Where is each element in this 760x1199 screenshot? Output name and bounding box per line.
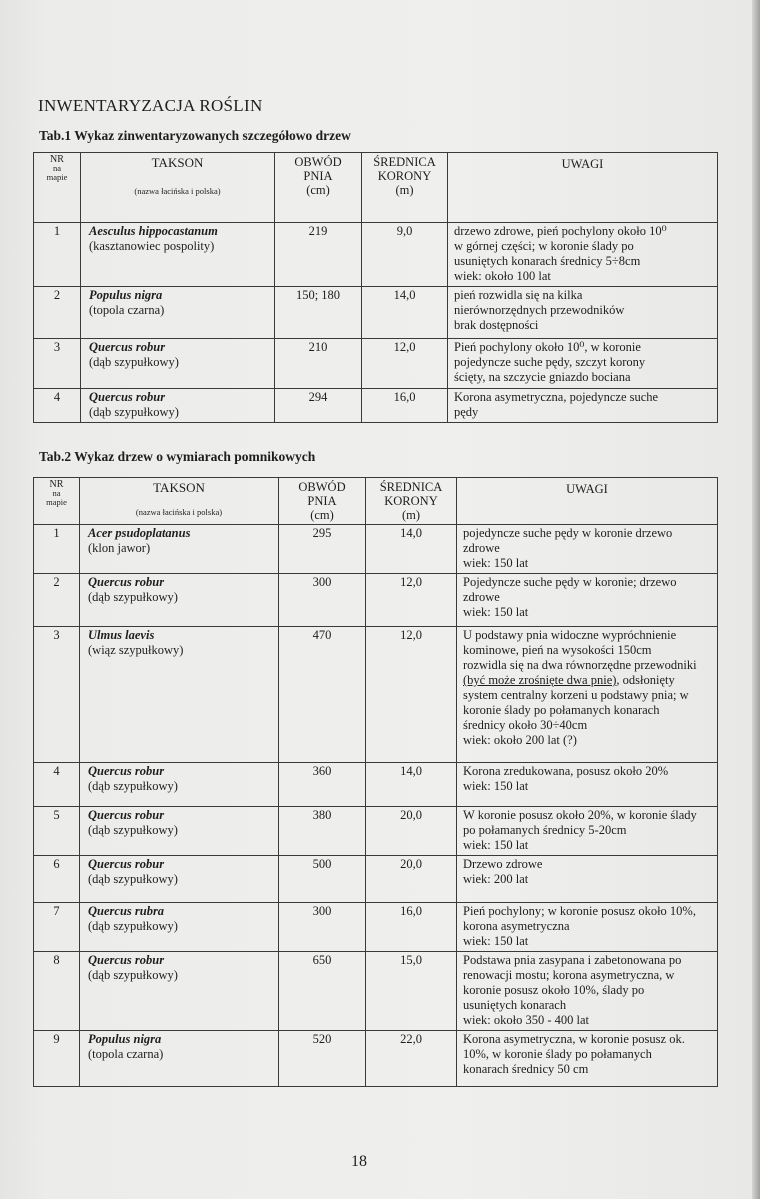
table-row — [34, 223, 718, 287]
trunk-circumference: 210 — [275, 339, 362, 389]
header-obwod: OBWÓD PNIA (cm) — [275, 153, 362, 223]
header-obwod: OBWÓD PNIA (cm) — [279, 478, 366, 525]
header-nr: NR na mapie — [34, 153, 81, 223]
remarks-line: 10%, w koronie ślady po połamanych — [463, 1047, 652, 1061]
remarks-line: po połamanych średnicy 5-20cm — [463, 823, 627, 837]
trunk-circumference: 470 — [279, 627, 366, 763]
remarks-line: wiek: 150 lat — [463, 934, 529, 948]
trunk-circumference: 650 — [279, 952, 366, 1031]
table-row — [34, 1031, 718, 1087]
trunk-circumference: 150; 180 — [275, 287, 362, 339]
table-row — [34, 903, 718, 952]
latin-name: Populus nigra — [88, 1032, 162, 1046]
remarks-line: zdrowe — [463, 541, 500, 555]
taxon-cell — [81, 339, 275, 389]
remarks-line: średnicy około 30÷40cm — [463, 718, 588, 732]
table1 — [33, 152, 718, 423]
remarks-line: rozwidla się na dwa równorzędne przewodniki — [463, 658, 697, 672]
polish-name: (dąb szypułkowy) — [89, 355, 179, 369]
crown-diameter: 20,0 — [366, 807, 457, 856]
remarks-line: wiek: 200 lat — [463, 872, 529, 886]
remarks-line: koronie ślady po połamanych konarach — [463, 703, 660, 717]
remarks-line: brak dostępności — [454, 318, 539, 332]
trunk-circumference: 300 — [279, 574, 366, 627]
tree-number: 1 — [34, 525, 80, 574]
remarks-line: koronie posusz około 10%, ślady po — [463, 983, 645, 997]
crown-diameter: 16,0 — [366, 903, 457, 952]
header-takson: TAKSON (nazwa łacińska i polska) — [80, 478, 279, 525]
table-row — [34, 339, 718, 389]
tree-number: 4 — [34, 389, 81, 423]
remarks-cell — [448, 287, 718, 339]
remarks-line: kominowe, pień na wysokości 150cm — [463, 643, 652, 657]
remarks-line: nierównorzędnych przewodników — [454, 303, 625, 317]
polish-name: (dąb szypułkowy) — [88, 872, 178, 886]
taxon-cell — [80, 627, 279, 763]
polish-name: (dąb szypułkowy) — [88, 968, 178, 982]
table2-caption: Tab.2 Wykaz drzew o wymiarach pomnikowych — [39, 449, 316, 464]
remarks-line: Pień pochylony około 10⁰, w koronie — [454, 340, 641, 354]
trunk-circumference: 294 — [275, 389, 362, 423]
tree-number: 8 — [34, 952, 80, 1031]
table-row — [34, 627, 718, 763]
remarks-line: Pojedyncze suche pędy w koronie; drzewo — [463, 575, 677, 589]
crown-diameter: 15,0 — [366, 952, 457, 1031]
crown-diameter: 12,0 — [366, 574, 457, 627]
taxon-cell — [80, 574, 279, 627]
latin-name: Quercus robur — [88, 953, 165, 967]
remarks-line: drzewo zdrowe, pień pochylony około 10⁰ — [454, 224, 667, 238]
remarks-cell — [457, 952, 718, 1031]
trunk-circumference: 300 — [279, 903, 366, 952]
taxon-cell — [80, 763, 279, 807]
header-takson: TAKSON (nazwa łacińska i polska) — [81, 153, 275, 223]
crown-diameter: 12,0 — [362, 339, 448, 389]
table-row — [34, 287, 718, 339]
tree-number: 5 — [34, 807, 80, 856]
latin-name: Quercus robur — [88, 764, 165, 778]
tree-number: 4 — [34, 763, 80, 807]
remarks-line: korona asymetryczna — [463, 919, 570, 933]
remarks-line: wiek: około 200 lat (?) — [463, 733, 577, 747]
remarks-cell — [448, 223, 718, 287]
remarks-cell — [457, 627, 718, 763]
remarks-line: wiek: 150 lat — [463, 605, 529, 619]
taxon-cell — [80, 856, 279, 903]
trunk-circumference: 295 — [279, 525, 366, 574]
header-srednica: ŚREDNICA KORONY (m) — [366, 478, 457, 525]
remarks-line: ścięty, na szczycie gniazdo bociana — [454, 370, 631, 384]
taxon-cell — [81, 223, 275, 287]
remarks-line: zdrowe — [463, 590, 500, 604]
tree-number: 6 — [34, 856, 80, 903]
latin-name: Populus nigra — [89, 288, 163, 302]
latin-name: Quercus robur — [88, 575, 165, 589]
remarks-line: Drzewo zdrowe — [463, 857, 543, 871]
table2 — [33, 477, 718, 1087]
remarks-line: wiek: 150 lat — [463, 556, 529, 570]
crown-diameter: 14,0 — [366, 763, 457, 807]
page-edge-shadow — [752, 0, 760, 1199]
remarks-line: Korona asymetryczna, pojedyncze suche — [454, 390, 659, 404]
header-srednica: ŚREDNICA KORONY (m) — [362, 153, 448, 223]
remarks-cell — [457, 856, 718, 903]
trunk-circumference: 500 — [279, 856, 366, 903]
taxon-cell — [80, 807, 279, 856]
remarks-line: wiek: około 100 lat — [454, 269, 551, 283]
latin-name: Quercus robur — [89, 390, 166, 404]
table-row — [34, 763, 718, 807]
table-row — [34, 952, 718, 1031]
crown-diameter: 22,0 — [366, 1031, 457, 1087]
crown-diameter: 16,0 — [362, 389, 448, 423]
tree-number: 3 — [34, 627, 80, 763]
tree-number: 2 — [34, 287, 81, 339]
remarks-cell — [448, 339, 718, 389]
crown-diameter: 14,0 — [362, 287, 448, 339]
latin-name: Ulmus laevis — [88, 628, 155, 642]
crown-diameter: 9,0 — [362, 223, 448, 287]
header-uwagi: UWAGI — [448, 153, 718, 223]
trunk-circumference: 360 — [279, 763, 366, 807]
remarks-line: renowacji mostu; korona asymetryczna, w — [463, 968, 675, 982]
taxon-cell — [80, 952, 279, 1031]
remarks-line: Podstawa pnia zasypana i zabetonowana po — [463, 953, 682, 967]
remarks-line: W koronie posusz około 20%, w koronie ślady — [463, 808, 697, 822]
remarks-cell — [457, 807, 718, 856]
remarks-line: wiek: około 350 - 400 lat — [463, 1013, 590, 1027]
remarks-line: system centralny korzeni u podstawy pnia; w — [463, 688, 689, 702]
remarks-line: Korona asymetryczna, w koronie posusz ok. — [463, 1032, 685, 1046]
polish-name: (topola czarna) — [88, 1047, 164, 1061]
polish-name: (dąb szypułkowy) — [88, 823, 178, 837]
latin-name: Quercus rubra — [88, 904, 165, 918]
tree-number: 7 — [34, 903, 80, 952]
crown-diameter: 12,0 — [366, 627, 457, 763]
polish-name: (kasztanowiec pospolity) — [89, 239, 215, 253]
remarks-line: usuniętych konarach — [463, 998, 567, 1012]
remarks-line: w górnej części; w koronie ślady po — [454, 239, 634, 253]
latin-name: Quercus robur — [88, 808, 165, 822]
remarks-line: pojedyncze suche pędy w koronie drzewo — [463, 526, 673, 540]
header-nr: NR na mapie — [34, 478, 80, 525]
tree-number: 3 — [34, 339, 81, 389]
polish-name: (dąb szypułkowy) — [88, 779, 178, 793]
remarks-line: wiek: 150 lat — [463, 838, 529, 852]
page-number: 18 — [351, 1153, 367, 1170]
crown-diameter: 20,0 — [366, 856, 457, 903]
remarks-line: wiek: 150 lat — [463, 779, 529, 793]
remarks-cell — [448, 389, 718, 423]
table2-header-row — [34, 478, 718, 525]
table-row — [34, 574, 718, 627]
polish-name: (dąb szypułkowy) — [88, 590, 178, 604]
tree-number: 9 — [34, 1031, 80, 1087]
latin-name: Quercus robur — [88, 857, 165, 871]
remarks-cell — [457, 525, 718, 574]
remarks-line: Korona zredukowana, posusz około 20% — [463, 764, 669, 778]
taxon-cell — [80, 525, 279, 574]
trunk-circumference: 520 — [279, 1031, 366, 1087]
polish-name: (dąb szypułkowy) — [88, 919, 178, 933]
taxon-cell — [81, 389, 275, 423]
remarks-line: pień rozwidla się na kilka — [454, 288, 583, 302]
table-row — [34, 525, 718, 574]
taxon-cell — [80, 903, 279, 952]
latin-name: Aesculus hippocastanum — [89, 224, 218, 238]
table-row — [34, 856, 718, 903]
tree-number: 1 — [34, 223, 81, 287]
polish-name: (klon jawor) — [88, 541, 151, 555]
section-heading: INWENTARYZACJA ROŚLIN — [38, 96, 263, 115]
remarks-cell — [457, 574, 718, 627]
remarks-line: konarach średnicy 50 cm — [463, 1062, 589, 1076]
remarks-cell — [457, 1031, 718, 1087]
taxon-cell — [81, 287, 275, 339]
remarks-cell — [457, 903, 718, 952]
remarks-cell — [457, 763, 718, 807]
trunk-circumference: 380 — [279, 807, 366, 856]
latin-name: Acer psudoplatanus — [88, 526, 191, 540]
crown-diameter: 14,0 — [366, 525, 457, 574]
table1-header-row — [34, 153, 718, 223]
polish-name: (dąb szypułkowy) — [89, 405, 179, 419]
trunk-circumference: 219 — [275, 223, 362, 287]
table-row — [34, 389, 718, 423]
polish-name: (wiąz szypułkowy) — [88, 643, 184, 657]
remarks-line: Pień pochylony; w koronie posusz około 10%, — [463, 904, 696, 918]
table-row — [34, 807, 718, 856]
table1-caption: Tab.1 Wykaz zinwentaryzowanych szczegółowo drzew — [39, 128, 351, 143]
remarks-line: pojedyncze suche pędy, szczyt korony — [454, 355, 646, 369]
header-uwagi: UWAGI — [457, 478, 718, 525]
latin-name: Quercus robur — [89, 340, 166, 354]
taxon-cell — [80, 1031, 279, 1087]
remarks-line: (być może zrośnięte dwa pnie), odsłonięty — [463, 673, 675, 687]
remarks-line: usuniętych konarach średnicy 5÷8cm — [454, 254, 641, 268]
remarks-line: U podstawy pnia widoczne wypróchnienie — [463, 628, 677, 642]
remarks-line: pędy — [454, 405, 479, 419]
polish-name: (topola czarna) — [89, 303, 165, 317]
tree-number: 2 — [34, 574, 80, 627]
